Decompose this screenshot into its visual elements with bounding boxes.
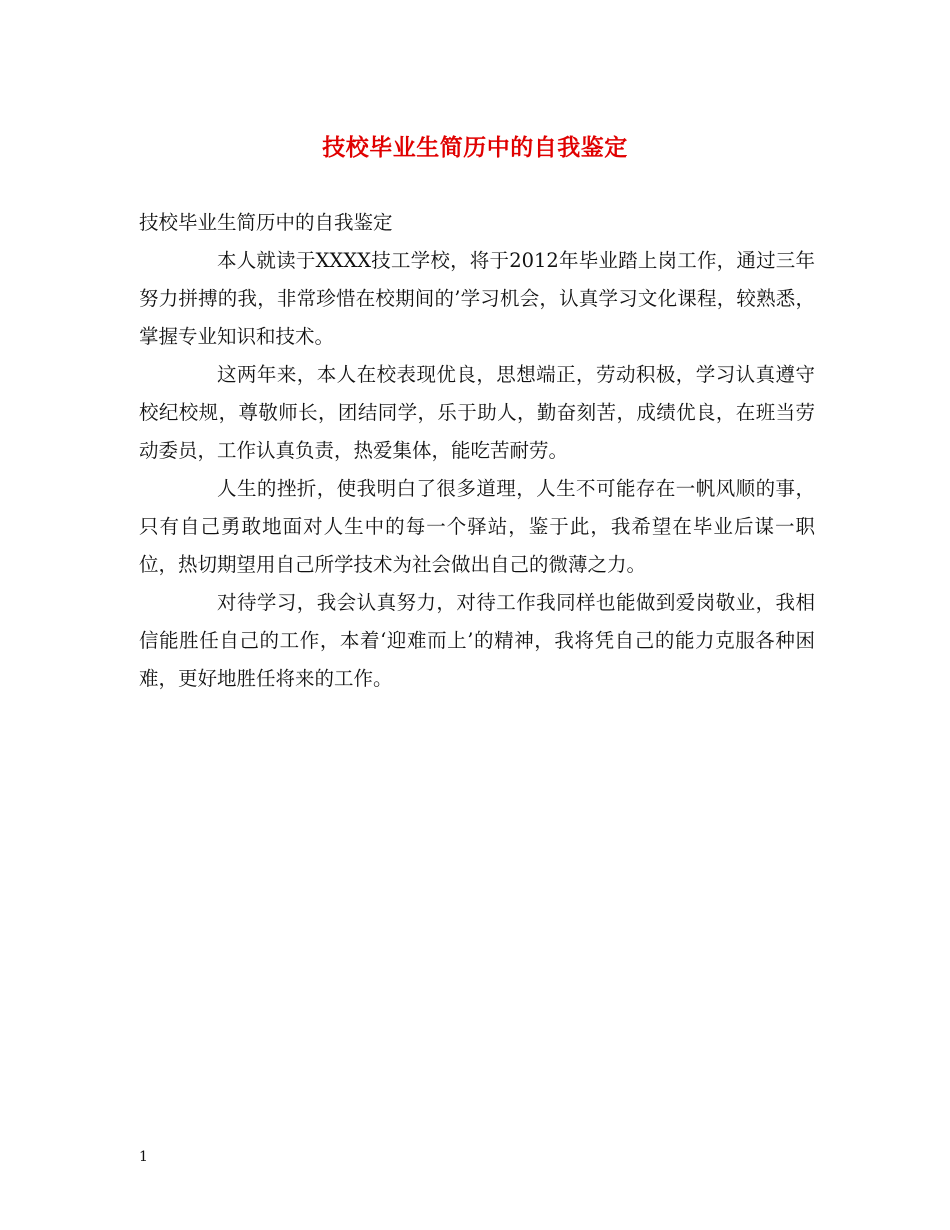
paragraph-1: 本人就读于XXXX技工学校，将于2012年毕业踏上岗工作，通过三年努力拼搏的我，非常珍惜在校期间的’学习机会，认真学习文化课程，较熟悉，掌握专业知识和技术。 (139, 249, 815, 348)
document-body (139, 204, 815, 698)
page-number: 1 (139, 1149, 148, 1165)
document-subtitle: 技校毕业生简历中的自我鉴定 (139, 211, 393, 234)
paragraph-3: 人生的挫折，使我明白了很多道理，人生不可能存在一帆风顺的事，只有自己勇敢地面对人生中的每一个驿站，鉴于此，我希望在毕业后谋一职位，热切期望用自己所学技术为社会做出自己的微薄之力。 (139, 477, 815, 576)
document-title: 技校毕业生简历中的自我鉴定 (322, 135, 628, 161)
paragraph-4: 对待学习，我会认真努力，对待工作我同样也能做到爱岗敬业，我相信能胜任自己的工作，本着‘迎难而上’的精神，我将凭自己的能力克服各种困难，更好地胜任将来的工作。 (139, 591, 815, 690)
paragraph-2: 这两年来，本人在校表现优良，思想端正，劳动积极，学习认真遵守校纪校规，尊敬师长，团结同学，乐于助人，勤奋刻苦，成绩优良，在班当劳动委员，工作认真负责，热爱集体，能吃苦耐劳。 (139, 363, 815, 462)
